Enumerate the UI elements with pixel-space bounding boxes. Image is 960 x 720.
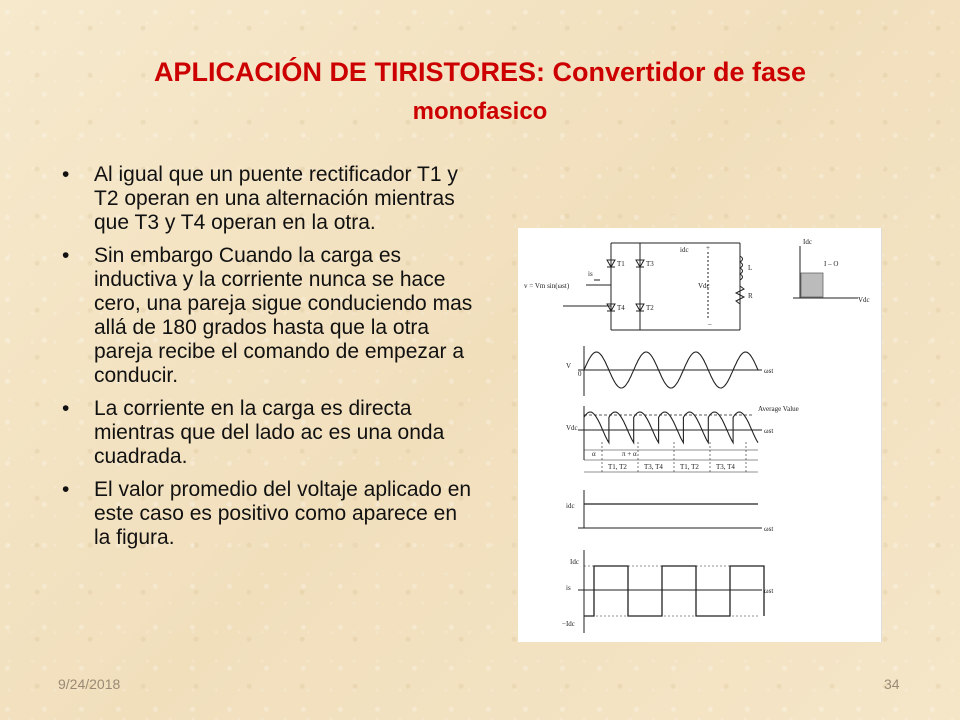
wave-idc-label: idc (566, 502, 575, 510)
idc-circuit-label: idc (680, 246, 689, 254)
title-line2: monofasico (412, 98, 548, 125)
circuit-diagram (524, 243, 753, 330)
pair-label: T1, T2 (680, 463, 699, 471)
source-voltage-wave (566, 346, 773, 396)
wave-v-zero: 0 (578, 370, 582, 378)
wave-vdc-wt: ωst (764, 427, 774, 435)
t4-label: T4 (617, 304, 625, 312)
r-label: R (748, 292, 753, 300)
quad-mode-label: I – O (824, 260, 839, 268)
wave-v-label: V (566, 362, 572, 370)
converter-figure (518, 228, 882, 642)
page-number: 34 (884, 676, 900, 692)
title-rest: Convertidor de fase (552, 57, 807, 87)
idc-level-label: Idc (570, 558, 579, 566)
wave-v-wt: ωst (764, 367, 774, 375)
wave-idc-wt: ωst (764, 525, 774, 533)
rectified-curve (584, 412, 758, 443)
wave-is-label: is (566, 584, 571, 592)
pair-label: T3, T4 (716, 463, 735, 471)
wave-vdc-label: Vdc (566, 424, 578, 432)
bullet-item: • El valor promedio del voltaje aplicado en este caso es positivo como aparece en la figura. (58, 478, 478, 550)
quadrant-diagram (793, 238, 870, 304)
dc-current-wave (566, 490, 773, 533)
ac-current-wave (562, 550, 773, 633)
alpha-label: α (592, 450, 596, 458)
is-label: is (588, 270, 593, 278)
square-curve (584, 566, 764, 616)
wave-is-wt: ωst (764, 587, 774, 595)
t1-label: T1 (617, 260, 625, 268)
bullet-item: • La corriente en la carga es directa mientras que del lado ac es una onda cuadrada. (58, 397, 478, 469)
vdc-circuit-label: Vdc (698, 282, 710, 290)
minus-label: – (708, 320, 712, 328)
bullet-item: • Al igual que un puente rectificador T1 y T2 operan en una alternación mientras que T3 y T4 operan en la otra. (58, 163, 478, 235)
source-label: v = Vm sin(ωst) (524, 282, 570, 290)
l-label: L (748, 264, 753, 272)
bullet-item: • Sin embargo Cuando la carga es inductiva y la corriente nunca se hace cero, una pareja sigue conduciendo mas allá de 180 grados hasta que la otra pareja recibe el comando de empezar a conducir. (58, 244, 478, 388)
slide-date: 9/24/2018 (58, 676, 121, 692)
t3-label: T3 (646, 260, 654, 268)
quad-v-label: Vdc (858, 296, 870, 304)
slide-title (60, 52, 900, 132)
plus-label: + (706, 244, 710, 252)
title-main: APLICACIÓN DE TIRISTORES: (153, 57, 545, 87)
t2-label: T2 (646, 304, 654, 312)
neg-idc-level-label: −Idc (562, 620, 575, 628)
pair-label: T1, T2 (608, 463, 627, 471)
pi-alpha-label: π + α (622, 450, 637, 458)
average-label: Average Value (758, 405, 799, 413)
quad-i-label: Idc (803, 238, 812, 246)
bullet-list (58, 163, 478, 559)
output-voltage-wave (566, 405, 799, 472)
pair-label: T3, T4 (644, 463, 663, 471)
